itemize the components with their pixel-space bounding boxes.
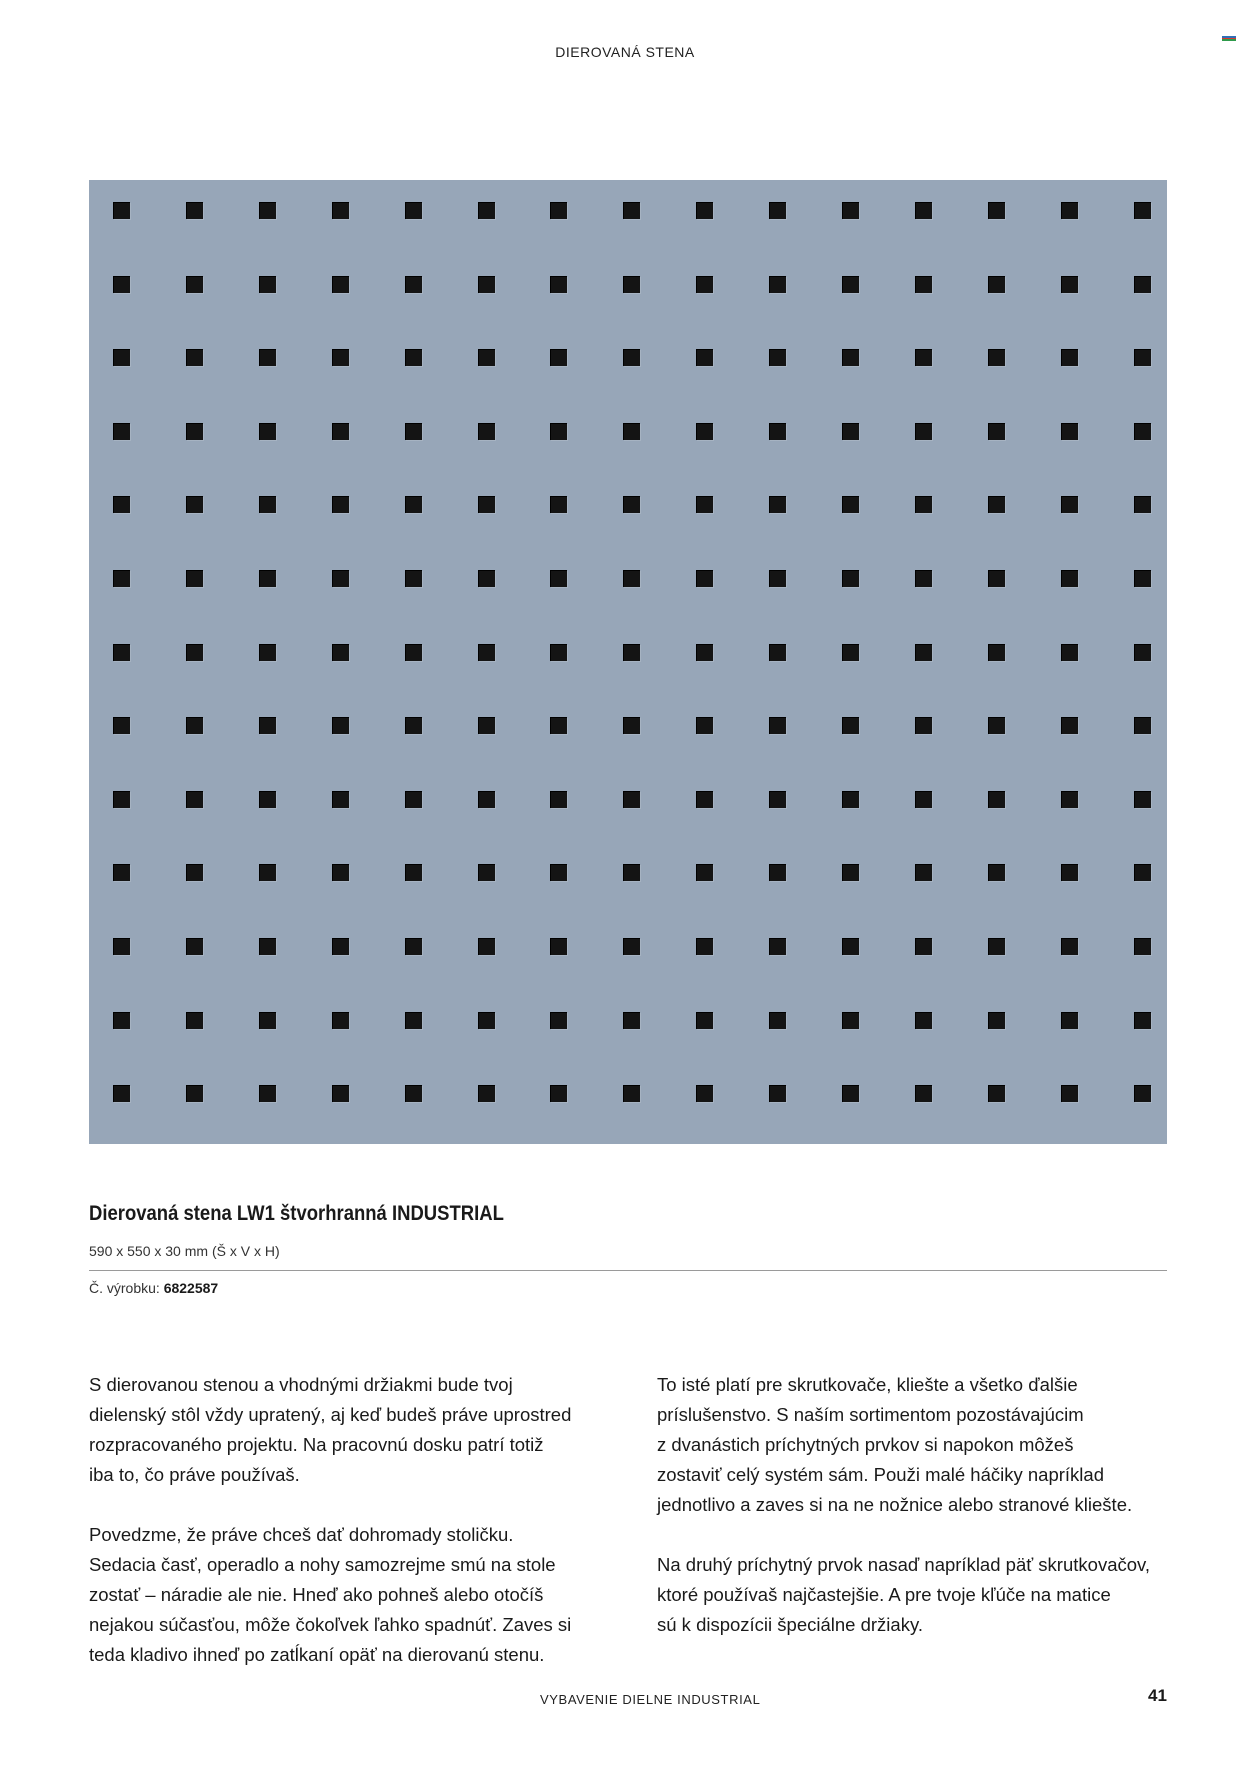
peg-hole <box>915 791 932 808</box>
peg-hole <box>332 276 349 293</box>
peg-hole <box>478 791 495 808</box>
peg-hole <box>332 644 349 661</box>
peg-hole <box>915 1012 932 1029</box>
peg-hole <box>842 791 859 808</box>
peg-hole <box>696 938 713 955</box>
peg-hole <box>1134 349 1151 366</box>
peg-hole <box>769 423 786 440</box>
peg-hole <box>988 423 1005 440</box>
item-number-label: Č. výrobku: <box>89 1280 160 1296</box>
body-column-left <box>89 1370 589 1700</box>
peg-hole <box>478 570 495 587</box>
peg-hole <box>259 1085 276 1102</box>
peg-hole <box>113 644 130 661</box>
peg-hole <box>186 938 203 955</box>
peg-hole <box>478 202 495 219</box>
peg-hole <box>405 644 422 661</box>
peg-hole <box>988 1085 1005 1102</box>
peg-hole <box>1061 1085 1078 1102</box>
peg-hole <box>405 570 422 587</box>
peg-hole <box>842 423 859 440</box>
peg-hole <box>1134 938 1151 955</box>
peg-hole <box>405 202 422 219</box>
peg-hole <box>988 570 1005 587</box>
peg-hole <box>259 423 276 440</box>
peg-hole <box>988 1012 1005 1029</box>
peg-hole <box>1061 717 1078 734</box>
peg-hole <box>696 644 713 661</box>
peg-hole <box>186 423 203 440</box>
peg-hole <box>113 276 130 293</box>
peg-hole <box>113 1085 130 1102</box>
peg-hole <box>186 570 203 587</box>
peg-hole <box>332 1085 349 1102</box>
peg-hole <box>769 791 786 808</box>
peg-hole <box>623 570 640 587</box>
peg-hole <box>405 791 422 808</box>
peg-hole <box>186 1012 203 1029</box>
peg-hole <box>696 791 713 808</box>
peg-hole <box>405 496 422 513</box>
peg-hole <box>696 570 713 587</box>
paragraph: S dierovanou stenou a vhodnými držiakmi bude tvoj dielenský stôl vždy upratený, aj keď budeš práve uprostred rozpracovaného projektu. Na pracovnú dosku patrí totiž iba to, čo práve používaš. <box>89 1374 572 1485</box>
peg-hole <box>1061 423 1078 440</box>
peg-hole <box>1134 644 1151 661</box>
peg-hole <box>1061 1012 1078 1029</box>
peg-hole <box>915 202 932 219</box>
peg-hole <box>113 570 130 587</box>
peg-hole <box>1134 496 1151 513</box>
product-title: Dierovaná stena LW1 štvorhranná INDUSTRIAL <box>89 1202 504 1225</box>
footer-section: VYBAVENIE DIELNE INDUSTRIAL <box>540 1692 761 1707</box>
peg-hole <box>988 717 1005 734</box>
peg-hole <box>332 349 349 366</box>
peg-hole <box>478 938 495 955</box>
peg-hole <box>769 717 786 734</box>
peg-hole <box>842 864 859 881</box>
peg-hole <box>478 496 495 513</box>
peg-hole <box>113 717 130 734</box>
peg-hole <box>259 644 276 661</box>
peg-hole <box>623 276 640 293</box>
peg-hole <box>842 202 859 219</box>
peg-hole <box>623 1085 640 1102</box>
peg-hole <box>405 349 422 366</box>
peg-hole <box>842 1085 859 1102</box>
peg-hole <box>769 1085 786 1102</box>
peg-hole <box>550 938 567 955</box>
peg-hole <box>405 864 422 881</box>
peg-hole <box>915 276 932 293</box>
paragraph: To isté platí pre skrutkovače, kliešte a všetko ďalšie príslušenstvo. S naším sortimentom pozostávajúcim z dvanástich príchytných prvkov si napokon môžeš zostaviť celý systém sám. Použi malé háčiky napríklad jednotlivo a zaves si na ne nožnice alebo stranové kliešte. <box>657 1374 1133 1515</box>
peg-hole <box>550 276 567 293</box>
peg-hole <box>332 1012 349 1029</box>
peg-hole <box>478 349 495 366</box>
paragraph: Na druhý príchytný prvok nasaď napríklad päť skrutkovačov, ktoré používaš najčastejšie. A pre tvoje kľúče na matice sú k dispozícii špeciálne držiaky. <box>657 1554 1151 1635</box>
peg-hole <box>1134 1085 1151 1102</box>
product-dimensions: 590 x 550 x 30 mm (Š x V x H) <box>89 1243 280 1259</box>
peg-hole <box>1061 349 1078 366</box>
peg-hole <box>623 496 640 513</box>
peg-hole <box>332 423 349 440</box>
peg-hole <box>988 938 1005 955</box>
peg-hole <box>550 570 567 587</box>
peg-hole <box>1061 496 1078 513</box>
peg-hole <box>769 1012 786 1029</box>
peg-hole <box>186 202 203 219</box>
peg-hole <box>1061 938 1078 955</box>
peg-hole <box>1134 276 1151 293</box>
peg-hole <box>259 276 276 293</box>
peg-hole <box>405 1085 422 1102</box>
peg-hole <box>915 717 932 734</box>
peg-hole <box>842 496 859 513</box>
peg-hole <box>259 570 276 587</box>
peg-hole <box>915 496 932 513</box>
peg-hole <box>842 717 859 734</box>
peg-hole <box>988 276 1005 293</box>
peg-hole <box>259 1012 276 1029</box>
peg-hole <box>623 644 640 661</box>
peg-hole <box>1134 864 1151 881</box>
peg-hole <box>915 1085 932 1102</box>
peg-hole <box>1134 423 1151 440</box>
peg-hole <box>1061 276 1078 293</box>
peg-hole <box>550 644 567 661</box>
peg-hole <box>332 938 349 955</box>
peg-hole <box>405 717 422 734</box>
peg-hole <box>550 1012 567 1029</box>
peg-hole <box>478 423 495 440</box>
peg-hole <box>769 276 786 293</box>
peg-hole <box>478 276 495 293</box>
peg-hole <box>550 1085 567 1102</box>
peg-hole <box>623 423 640 440</box>
peg-hole <box>915 349 932 366</box>
peg-hole <box>842 1012 859 1029</box>
peg-hole <box>478 717 495 734</box>
peg-hole <box>478 644 495 661</box>
peg-hole <box>478 1085 495 1102</box>
paragraph: Povedzme, že práve chceš dať dohromady stoličku. Sedacia časť, operadlo a nohy samozrejme smú na stole zostať – náradie ale nie. Hneď ako pohneš alebo otočíš nejakou súčasťou, môže čokoľvek ľahko spadnúť. Zaves si teda kladivo ihneď po zatĺkaní opäť na dierovanú stenu. <box>89 1524 572 1665</box>
peg-hole <box>1134 791 1151 808</box>
pegboard-panel-image <box>89 180 1167 1144</box>
peg-hole <box>1061 644 1078 661</box>
peg-hole <box>842 938 859 955</box>
peg-hole <box>696 1085 713 1102</box>
peg-hole <box>769 496 786 513</box>
peg-hole <box>1134 1012 1151 1029</box>
peg-hole <box>259 864 276 881</box>
peg-hole <box>332 496 349 513</box>
peg-hole <box>186 791 203 808</box>
peg-hole <box>550 496 567 513</box>
peg-hole <box>623 717 640 734</box>
peg-hole <box>186 496 203 513</box>
peg-hole <box>623 202 640 219</box>
peg-hole <box>915 644 932 661</box>
peg-hole <box>842 570 859 587</box>
peg-hole <box>332 202 349 219</box>
peg-hole <box>332 717 349 734</box>
peg-hole <box>696 349 713 366</box>
peg-hole <box>696 423 713 440</box>
peg-hole <box>405 938 422 955</box>
peg-hole <box>259 938 276 955</box>
peg-hole <box>842 276 859 293</box>
peg-hole <box>696 496 713 513</box>
peg-hole <box>1134 717 1151 734</box>
peg-hole <box>186 864 203 881</box>
peg-hole <box>988 644 1005 661</box>
peg-hole <box>769 864 786 881</box>
peg-hole <box>1061 864 1078 881</box>
peg-hole <box>988 791 1005 808</box>
peg-hole <box>259 496 276 513</box>
peg-hole <box>988 349 1005 366</box>
peg-hole <box>769 938 786 955</box>
page-number: 41 <box>1148 1686 1167 1705</box>
item-number <box>89 1280 218 1296</box>
peg-hole <box>1061 791 1078 808</box>
peg-hole <box>113 202 130 219</box>
peg-hole <box>988 864 1005 881</box>
peg-hole <box>550 717 567 734</box>
peg-hole <box>550 349 567 366</box>
peg-hole <box>332 864 349 881</box>
peg-hole <box>1134 202 1151 219</box>
peg-hole <box>550 791 567 808</box>
flag-icon <box>1222 36 1236 41</box>
peg-hole <box>696 864 713 881</box>
peg-hole <box>113 496 130 513</box>
peg-hole <box>1061 570 1078 587</box>
peg-hole <box>915 423 932 440</box>
peg-hole <box>405 276 422 293</box>
peg-hole <box>696 202 713 219</box>
peg-hole <box>405 423 422 440</box>
item-number-value: 6822587 <box>163 1280 219 1296</box>
peg-hole <box>113 1012 130 1029</box>
flag-stripe <box>1222 39 1236 41</box>
divider <box>89 1270 1167 1271</box>
peg-hole <box>259 791 276 808</box>
peg-hole <box>769 202 786 219</box>
peg-hole <box>550 423 567 440</box>
peg-hole <box>988 202 1005 219</box>
peg-hole <box>332 791 349 808</box>
peg-hole <box>623 864 640 881</box>
peg-hole <box>405 1012 422 1029</box>
peg-hole <box>332 570 349 587</box>
peg-hole <box>550 864 567 881</box>
peg-hole <box>113 423 130 440</box>
peg-hole <box>623 938 640 955</box>
body-column-right <box>657 1370 1157 1670</box>
peg-hole <box>769 644 786 661</box>
peg-hole <box>623 1012 640 1029</box>
peg-hole <box>842 644 859 661</box>
peg-hole <box>113 349 130 366</box>
peg-hole <box>1061 202 1078 219</box>
peg-hole <box>696 1012 713 1029</box>
peg-hole <box>1134 570 1151 587</box>
peg-hole <box>259 202 276 219</box>
peg-hole <box>186 644 203 661</box>
section-title: DIEROVANÁ STENA <box>555 44 695 60</box>
peg-hole <box>550 202 567 219</box>
peg-hole <box>696 276 713 293</box>
peg-hole <box>988 496 1005 513</box>
peg-hole <box>478 1012 495 1029</box>
peg-hole <box>623 349 640 366</box>
peg-hole <box>259 349 276 366</box>
peg-hole <box>769 570 786 587</box>
peg-hole <box>915 938 932 955</box>
peg-hole <box>113 938 130 955</box>
peg-hole <box>186 1085 203 1102</box>
peg-hole <box>478 864 495 881</box>
peg-hole <box>259 717 276 734</box>
peg-hole <box>842 349 859 366</box>
peg-hole <box>915 570 932 587</box>
peg-hole <box>186 717 203 734</box>
peg-hole <box>113 864 130 881</box>
peg-hole <box>186 276 203 293</box>
peg-hole <box>696 717 713 734</box>
peg-hole <box>769 349 786 366</box>
peg-hole <box>915 864 932 881</box>
peg-hole <box>113 791 130 808</box>
peg-hole <box>186 349 203 366</box>
peg-hole <box>623 791 640 808</box>
